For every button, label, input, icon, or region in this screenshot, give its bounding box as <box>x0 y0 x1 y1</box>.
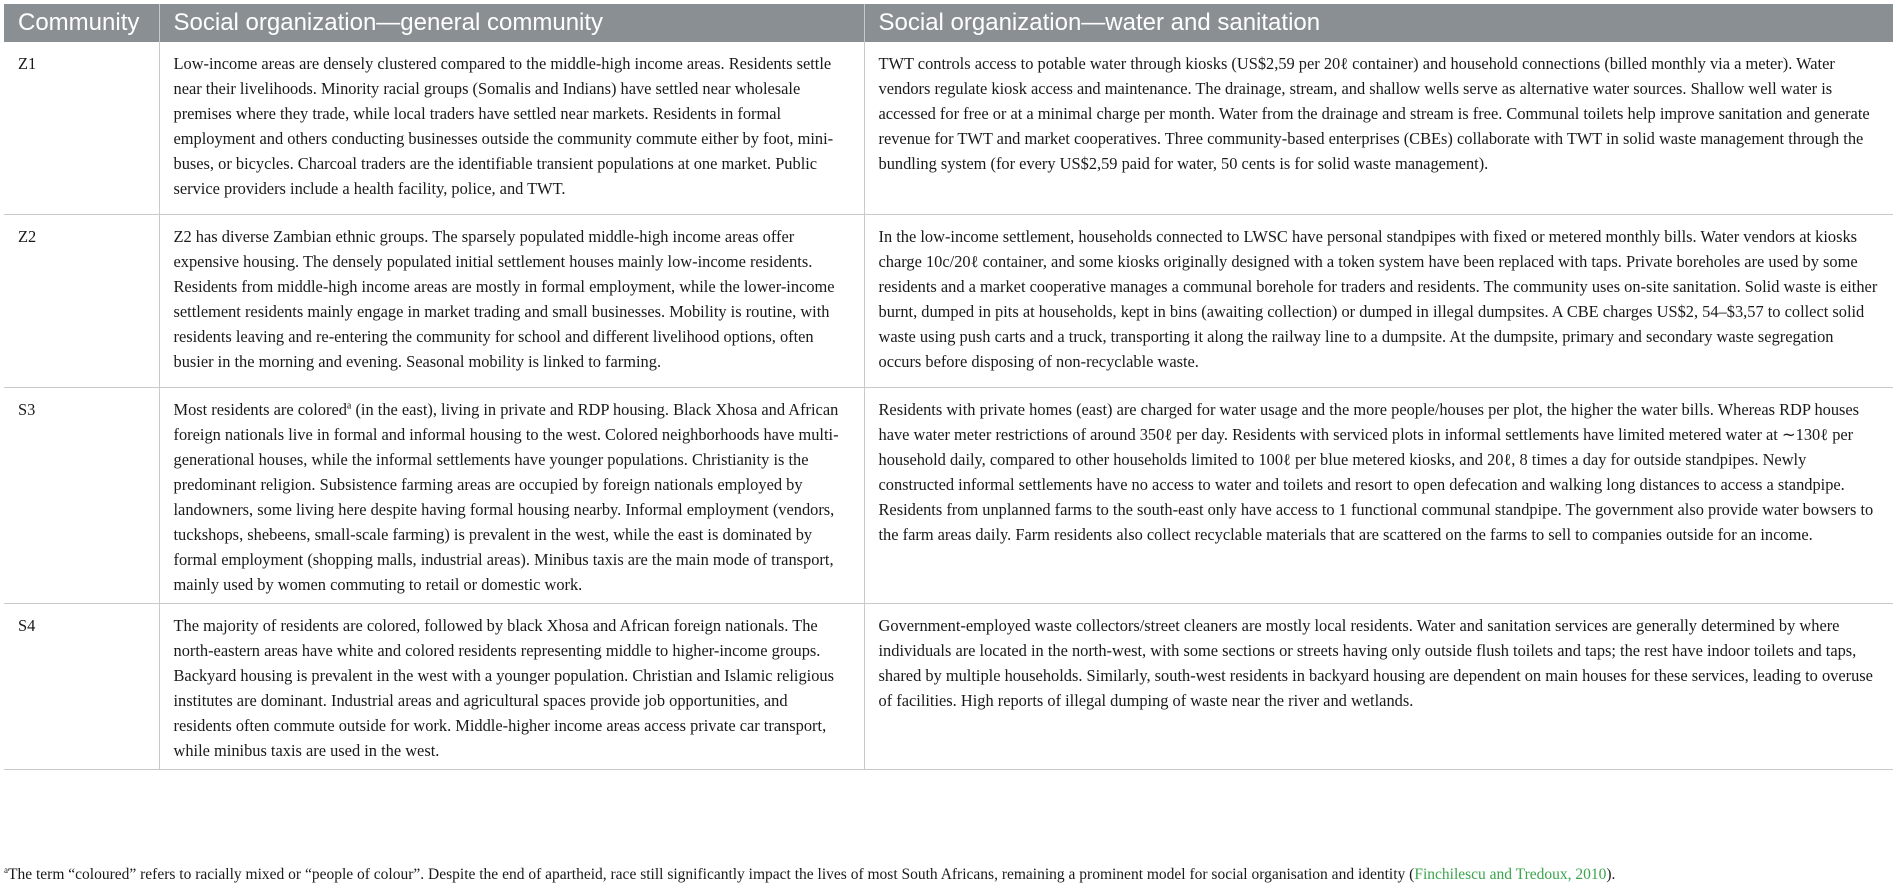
general-text-rest: (in the east), living in private and RDP housing. Black Xhosa and African foreign nationals live in formal and informal housing to the west. Colored neighborhoods have multi-generational houses, while the informal settlements have younger populations. Christianity is the predominant religion. Subsistence farming areas are occupied by foreign nationals employed by landowners, some living here despite having formal housing nearby. Informal employment (vendors, tuckshops, shebeens, small-scale farming) is prevalent in the west, while the east is dominated by formal employment (shopping malls, industrial areas). Minibus taxis are the main mode of transport, mainly used by women commuting to retail or domestic work. <box>173 400 839 594</box>
header-general-community: Social organization—general community <box>159 4 864 42</box>
community-id: S4 <box>4 604 159 770</box>
footnote-marker: a <box>4 864 8 875</box>
table-row <box>4 604 1893 770</box>
general-text-start: Most residents are colored <box>173 400 347 419</box>
header-community: Community <box>4 4 159 42</box>
water-cell: Residents with private homes (east) are charged for water usage and the more people/houses per plot, the higher the water bills. Whereas RDP houses have water meter restrictions of around 350ℓ per day. Residents with serviced plots in informal settlements have limited metered water at ∼130ℓ per household daily, compared to other households limited to 100ℓ per blue metered kiosks, and 20ℓ, 8 times a day for outside standpipes. Newly constructed informal settlements have no access to water and toilets and resort to open defecation and walking long distances to access a standpipe. Residents from unplanned farms to the south-east only have access to 1 functional communal standpipe. The government also provide water bowsers to the farm areas daily. Farm residents also collect recyclable materials that are scattered on the farms to sell to companies outside for an income. <box>864 388 1893 604</box>
table-row <box>4 388 1893 604</box>
social-organization-table <box>4 4 1893 770</box>
table-row <box>4 42 1893 215</box>
water-cell: In the low-income settlement, households connected to LWSC have personal standpipes with fixed or metered monthly bills. Water vendors at kiosks charge 10c/20ℓ container, and some kiosks originally designed with a token system have been replaced with taps. Private boreholes are used by some residents and a market cooperative manages a communal borehole for traders and residents. The community uses on-site sanitation. Solid waste is either burnt, dumped in pits at households, kept in bins (awaiting collection) or dumped in illegal dumpsites. A CBE charges US$2, 54–$3,57 to collect solid waste using push carts and a truck, transporting it along the railway line to a dumpsite. At the dumpsite, primary and secondary waste segregation occurs before disposing of non-recyclable waste. <box>864 215 1893 388</box>
citation-link[interactable]: Finchilescu and Tredoux, 2010 <box>1414 866 1607 883</box>
general-cell: Z2 has diverse Zambian ethnic groups. The sparsely populated middle-high income areas offer expensive housing. The densely populated initial settlement houses mainly low-income residents. Residents from middle-high income areas are mostly in formal employment, while the lower-income settlement residents mainly engage in market trading and small businesses. Mobility is routine, with residents leaving and re-entering the community for school and different livelihood options, often busier in the morning and evening. Seasonal mobility is linked to farming. <box>159 215 864 388</box>
footnote-marker: a <box>346 400 352 412</box>
header-water-sanitation: Social organization—water and sanitation <box>864 4 1893 42</box>
general-cell: The majority of residents are colored, followed by black Xhosa and African foreign nationals. The north-eastern areas have white and colored residents representing middle to higher-income groups. Backyard housing is prevalent in the west with a younger population. Christian and Islamic religious institutes are dominant. Industrial areas and agricultural spaces provide job opportunities, and residents often commute outside for work. Middle-higher income areas access private car transport, while minibus taxis are used in the west. <box>159 604 864 770</box>
community-id: Z2 <box>4 215 159 388</box>
footnote-end: ). <box>1606 866 1616 883</box>
community-id: S3 <box>4 388 159 604</box>
community-id: Z1 <box>4 42 159 215</box>
header-row <box>4 4 1893 42</box>
table-row <box>4 215 1893 388</box>
water-cell: Government-employed waste collectors/street cleaners are mostly local residents. Water and sanitation services are generally determined by where individuals are located in the north-west, with some sections or streets having only outside flush toilets and taps; the rest have indoor toilets and taps, shared by multiple households. Similarly, south-west residents in backyard housing are dependent on main houses for these services, leading to overuse of facilities. High reports of illegal dumping of waste near the river and wetlands. <box>864 604 1893 770</box>
water-cell: TWT controls access to potable water through kiosks (US$2,59 per 20ℓ container) and household connections (billed monthly via a meter). Water vendors regulate kiosk access and maintenance. The drainage, stream, and shallow wells serve as alternative water sources. Shallow well water is accessed for free or at a minimal charge per month. Water from the drainage and stream is free. Communal toilets help improve sanitation and generate revenue for TWT and market cooperatives. Three community-based enterprises (CBEs) collaborate with TWT in solid waste management through the bundling system (for every US$2,59 paid for water, 50 cents is for solid waste management). <box>864 42 1893 215</box>
table-footnote <box>4 866 1893 884</box>
footnote-text: The term “coloured” refers to racially mixed or “people of colour”. Despite the end of apartheid, race still significantly impact the lives of most South Africans, remaining a prominent model for social organisation and identity ( <box>8 866 1415 883</box>
general-cell: Low-income areas are densely clustered compared to the middle-high income areas. Residents settle near their livelihoods. Minority racial groups (Somalis and Indians) have settled near wholesale premises where they trade, while local traders have settled near markets. Residents in formal employment and others conducting businesses outside the community commute either by foot, mini-buses, or bicycles. Charcoal traders are the identifiable transient populations at one market. Public service providers include a health facility, police, and TWT. <box>159 42 864 215</box>
general-cell <box>159 388 864 604</box>
